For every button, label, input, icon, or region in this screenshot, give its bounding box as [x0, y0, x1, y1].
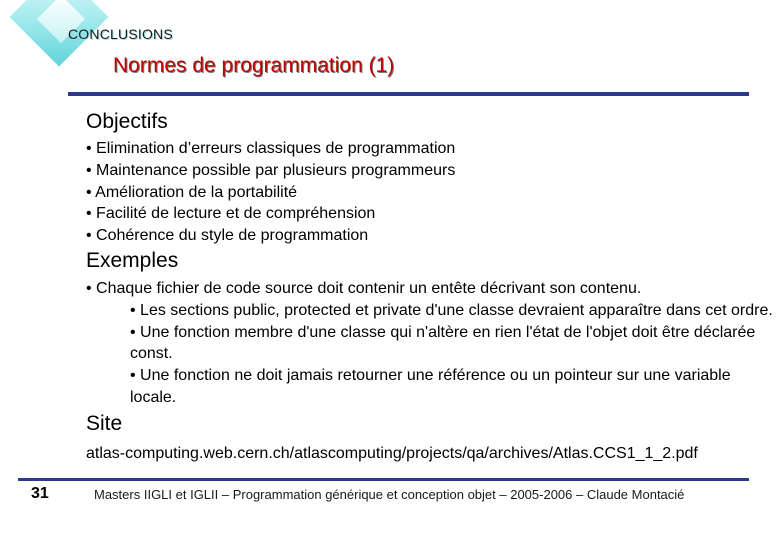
list-item: • Elimination d’erreurs classiques de programmation: [86, 140, 456, 157]
exemples-sub-item: • Une fonction ne doit jamais retourner une référence ou un pointeur sur une variable locale.: [130, 367, 731, 406]
section-label: CONCLUSIONS: [68, 26, 173, 42]
site-url: atlas-computing.web.cern.ch/atlascomputing/projects/qa/archives/Atlas.CCS1_1_2.pdf: [86, 444, 698, 462]
page-number: 31: [31, 485, 49, 502]
exemples-sub-item: • Les sections public, protected et private d'une classe devraient apparaître dans cet ordre.: [130, 301, 773, 319]
list-item: • Cohérence du style de programmation: [86, 227, 369, 245]
slide-title: Normes de programmation (1): [113, 54, 395, 77]
list-item: • Maintenance possible par plusieurs programmeurs: [86, 161, 456, 179]
footer-text: Masters IIGLI et IGLII – Programmation générique et conception objet – 2005-2006 – Claude Montacié: [94, 487, 685, 502]
objectifs-heading: Objectifs: [86, 110, 168, 133]
site-heading: Site: [86, 411, 123, 435]
exemples-sub-item: • Une fonction membre d'une classe qui n'altère en rien l'état de l'objet doit être déclarée const.: [130, 323, 756, 363]
exemples-intro: • Chaque fichier de code source doit contenir un entête décrivant son contenu.: [86, 279, 642, 297]
objectifs-list: [86, 138, 776, 247]
slide-content: [86, 108, 776, 465]
footer-divider: [18, 478, 749, 481]
list-item: • Facilité de lecture et de compréhension: [86, 205, 376, 223]
list-item: • Amélioration de la portabilité: [86, 183, 298, 201]
title-divider: [68, 92, 749, 96]
exemples-heading: Exemples: [86, 248, 179, 272]
